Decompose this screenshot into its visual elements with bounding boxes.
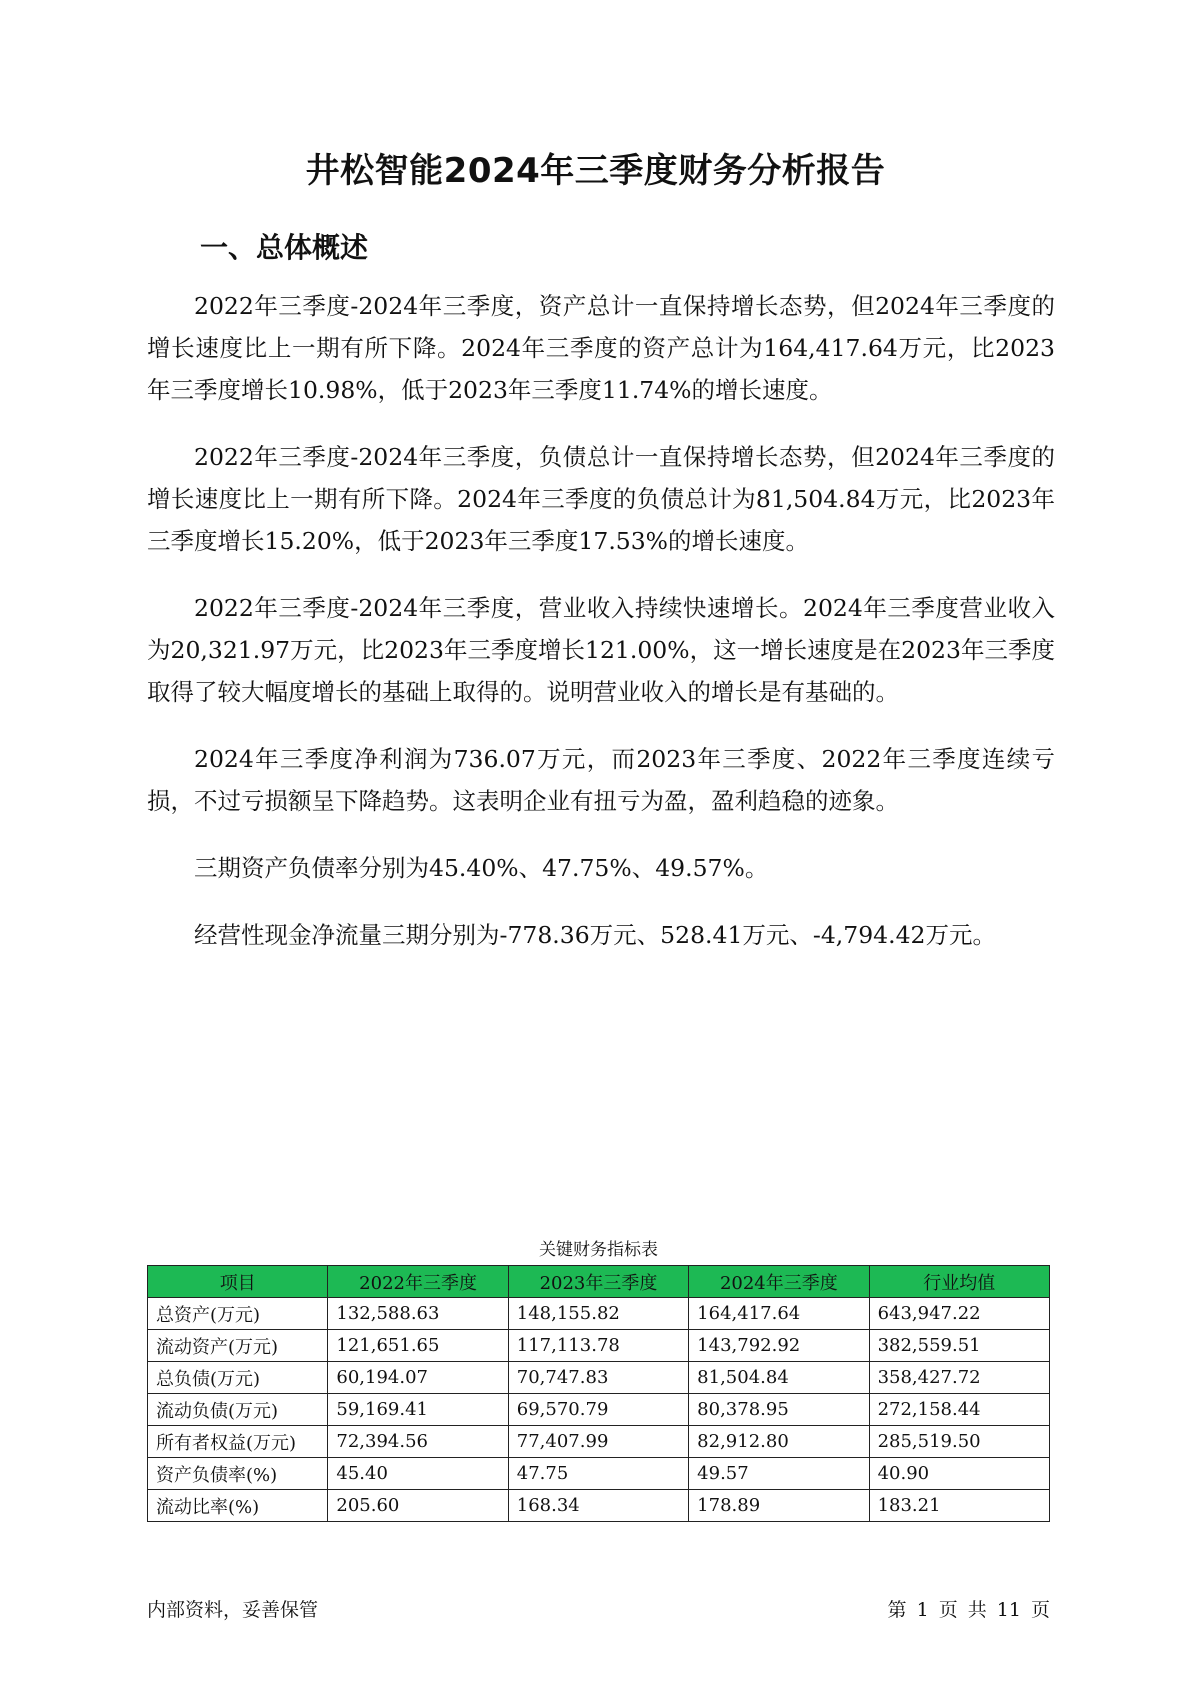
cell-value: 148,155.82 xyxy=(508,1298,688,1330)
cell-value: 45.40 xyxy=(328,1458,508,1490)
section-heading: 一、总体概述 xyxy=(200,231,369,264)
row-label: 流动比率(%) xyxy=(148,1490,328,1522)
cell-value: 285,519.50 xyxy=(869,1426,1049,1458)
cell-value: 358,427.72 xyxy=(869,1362,1049,1394)
cell-value: 205.60 xyxy=(328,1490,508,1522)
cell-value: 132,588.63 xyxy=(328,1298,508,1330)
header-2023q3: 2023年三季度 xyxy=(508,1266,688,1298)
table-row xyxy=(148,1362,1050,1394)
table-row xyxy=(148,1458,1050,1490)
header-item: 项目 xyxy=(148,1266,328,1298)
paragraph-assets: 2022年三季度-2024年三季度，资产总计一直保持增长态势，但2024年三季度的增长速度比上一期有所下降。2024年三季度的资产总计为164,417.64万元，比2023年三季度增长10.98%，低于2023年三季度11.74%的增长速度。 xyxy=(147,292,1055,404)
paragraph-debt-ratio: 三期资产负债率分别为45.40%、47.75%、49.57%。 xyxy=(194,854,769,882)
table-row xyxy=(148,1490,1050,1522)
row-label: 所有者权益(万元) xyxy=(148,1426,328,1458)
cell-value: 81,504.84 xyxy=(689,1362,869,1394)
header-industry-avg: 行业均值 xyxy=(869,1266,1049,1298)
cell-value: 72,394.56 xyxy=(328,1426,508,1458)
footer-page-number: 第 1 页 共 11 页 xyxy=(887,1599,1050,1621)
table-caption: 关键财务指标表 xyxy=(539,1240,658,1260)
row-label: 总资产(万元) xyxy=(148,1298,328,1330)
cell-value: 643,947.22 xyxy=(869,1298,1049,1330)
cell-value: 382,559.51 xyxy=(869,1330,1049,1362)
cell-value: 70,747.83 xyxy=(508,1362,688,1394)
cell-value: 168.34 xyxy=(508,1490,688,1522)
cell-value: 183.21 xyxy=(869,1490,1049,1522)
paragraph-liabilities: 2022年三季度-2024年三季度，负债总计一直保持增长态势，但2024年三季度的增长速度比上一期有所下降。2024年三季度的负债总计为81,504.84万元，比2023年三季度增长15.20%，低于2023年三季度17.53%的增长速度。 xyxy=(147,443,1055,555)
cell-value: 143,792.92 xyxy=(689,1330,869,1362)
cell-value: 178.89 xyxy=(689,1490,869,1522)
table-row xyxy=(148,1330,1050,1362)
financial-indicators-table xyxy=(147,1265,1050,1522)
body-text xyxy=(147,285,1055,981)
cell-value: 272,158.44 xyxy=(869,1394,1049,1426)
table-header-row xyxy=(148,1266,1050,1298)
footer-confidential-note: 内部资料，妥善保管 xyxy=(147,1599,319,1621)
header-2024q3: 2024年三季度 xyxy=(689,1266,869,1298)
paragraph-net-profit: 2024年三季度净利润为736.07万元，而2023年三季度、2022年三季度连续亏损，不过亏损额呈下降趋势。这表明企业有扭亏为盈，盈利趋稳的迹象。 xyxy=(147,745,1055,815)
cell-value: 47.75 xyxy=(508,1458,688,1490)
cell-value: 59,169.41 xyxy=(328,1394,508,1426)
page-title: 井松智能2024年三季度财务分析报告 xyxy=(305,151,886,191)
cell-value: 121,651.65 xyxy=(328,1330,508,1362)
cell-value: 69,570.79 xyxy=(508,1394,688,1426)
row-label: 流动资产(万元) xyxy=(148,1330,328,1362)
cell-value: 77,407.99 xyxy=(508,1426,688,1458)
paragraph-revenue: 2022年三季度-2024年三季度，营业收入持续快速增长。2024年三季度营业收入为20,321.97万元，比2023年三季度增长121.00%，这一增长速度是在2023年三季度取得了较大幅度增长的基础上取得的。说明营业收入的增长是有基础的。 xyxy=(147,594,1055,706)
cell-value: 82,912.80 xyxy=(689,1426,869,1458)
table-row xyxy=(148,1394,1050,1426)
header-2022q3: 2022年三季度 xyxy=(328,1266,508,1298)
table-row xyxy=(148,1298,1050,1330)
table-row xyxy=(148,1426,1050,1458)
paragraph-cash-flow: 经营性现金净流量三期分别为-778.36万元、528.41万元、-4,794.42万元。 xyxy=(194,921,996,949)
cell-value: 164,417.64 xyxy=(689,1298,869,1330)
cell-value: 117,113.78 xyxy=(508,1330,688,1362)
cell-value: 60,194.07 xyxy=(328,1362,508,1394)
row-label: 资产负债率(%) xyxy=(148,1458,328,1490)
row-label: 流动负债(万元) xyxy=(148,1394,328,1426)
row-label: 总负债(万元) xyxy=(148,1362,328,1394)
cell-value: 49.57 xyxy=(689,1458,869,1490)
cell-value: 40.90 xyxy=(869,1458,1049,1490)
cell-value: 80,378.95 xyxy=(689,1394,869,1426)
